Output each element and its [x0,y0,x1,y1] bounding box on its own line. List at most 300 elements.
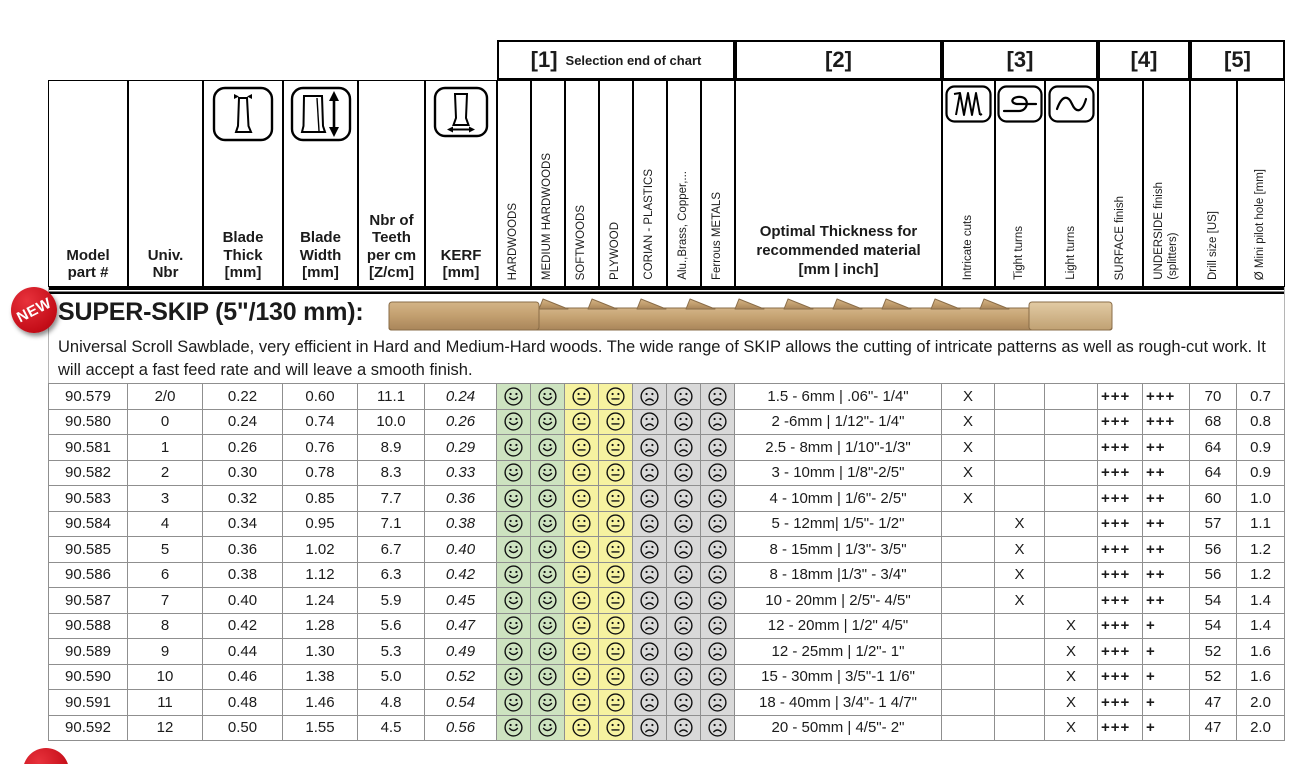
cell-rating-hardwoods [497,537,531,563]
cell-rating-softwoods [565,716,599,742]
cell-intricate-cuts: X [942,461,995,487]
cell-rating-alu-brass-copper [667,384,701,410]
cell-univ-nbr: 11 [128,690,203,716]
cell-underside-finish: ++ [1143,563,1190,589]
cell-underside-finish: + [1143,665,1190,691]
cell-rating-medium-hardwoods [531,690,565,716]
cell-rating-plywood [599,461,633,487]
cell-drill-size: 70 [1190,384,1237,410]
cell-teeth-per-cm: 4.8 [358,690,425,716]
cell-univ-nbr: 3 [128,486,203,512]
cell-rating-softwoods [565,639,599,665]
cell-teeth-per-cm: 7.1 [358,512,425,538]
col-header-tight-turns: Tight turns [995,80,1045,287]
happy-face-icon [503,386,524,407]
cell-drill-size: 54 [1190,614,1237,640]
cell-rating-softwoods [565,690,599,716]
sad-face-icon [639,411,660,432]
cell-tight-turns [995,435,1045,461]
happy-face-icon [537,590,558,611]
cell-rating-corian-plastics [633,563,667,589]
kerf-icon [433,86,489,143]
neutral-face-icon [605,564,626,585]
cell-rating-hardwoods [497,614,531,640]
cell-surface-finish: +++ [1098,384,1143,410]
blade-width-icon [290,86,352,147]
cell-intricate-cuts: X [942,486,995,512]
col-header-light-turns: Light turns [1045,80,1098,287]
new-badge [11,287,57,333]
happy-face-icon [503,513,524,534]
cell-blade-width: 1.12 [283,563,358,589]
cell-light-turns [1045,563,1098,589]
sad-face-icon [639,666,660,687]
cell-rating-hardwoods [497,690,531,716]
cell-rating-corian-plastics [633,588,667,614]
cell-univ-nbr: 0 [128,410,203,436]
sad-face-icon [639,437,660,458]
cell-blade-thick: 0.24 [203,410,283,436]
cell-mini-pilot-hole: 1.4 [1237,588,1285,614]
sad-face-icon [707,717,728,738]
new-badge-label: NEW [13,294,55,326]
neutral-face-icon [605,462,626,483]
cell-blade-thick: 0.32 [203,486,283,512]
cell-surface-finish: +++ [1098,563,1143,589]
cell-rating-ferrous-metals [701,639,735,665]
cell-rating-plywood [599,639,633,665]
cell-mini-pilot-hole: 1.4 [1237,614,1285,640]
table-row [48,690,1285,716]
cell-underside-finish: +++ [1143,384,1190,410]
cell-rating-alu-brass-copper [667,563,701,589]
cell-blade-width: 1.30 [283,639,358,665]
table-row [48,512,1285,538]
cell-surface-finish: +++ [1098,665,1143,691]
cell-blade-width: 0.60 [283,384,358,410]
table-row [48,639,1285,665]
cell-rating-medium-hardwoods [531,665,565,691]
happy-face-icon [537,411,558,432]
cell-rating-corian-plastics [633,665,667,691]
cell-optimal-thickness: 12 - 20mm | 1/2" 4/5" [735,614,942,640]
cell-teeth-per-cm: 8.9 [358,435,425,461]
cell-underside-finish: ++ [1143,435,1190,461]
cell-teeth-per-cm: 5.9 [358,588,425,614]
cell-rating-ferrous-metals [701,563,735,589]
neutral-face-icon [571,615,592,636]
cell-light-turns: X [1045,690,1098,716]
cell-teeth-per-cm: 7.7 [358,486,425,512]
happy-face-icon [503,539,524,560]
cell-blade-thick: 0.30 [203,461,283,487]
cell-tight-turns [995,461,1045,487]
sad-face-icon [673,615,694,636]
happy-face-icon [503,717,524,738]
cell-rating-hardwoods [497,716,531,742]
sad-face-icon [639,462,660,483]
cell-rating-corian-plastics [633,614,667,640]
neutral-face-icon [605,539,626,560]
cell-drill-size: 47 [1190,716,1237,742]
cell-model-part: 90.586 [48,563,128,589]
cell-rating-alu-brass-copper [667,588,701,614]
cell-drill-size: 56 [1190,563,1237,589]
cell-kerf: 0.24 [425,384,497,410]
cell-blade-width: 0.85 [283,486,358,512]
cell-blade-thick: 0.50 [203,716,283,742]
cell-blade-thick: 0.26 [203,435,283,461]
cell-underside-finish: + [1143,639,1190,665]
cell-light-turns [1045,537,1098,563]
cell-kerf: 0.33 [425,461,497,487]
table-row [48,461,1285,487]
sad-face-icon [639,513,660,534]
cell-rating-corian-plastics [633,512,667,538]
sad-face-icon [673,411,694,432]
cell-intricate-cuts: X [942,384,995,410]
cell-rating-ferrous-metals [701,614,735,640]
cell-rating-medium-hardwoods [531,614,565,640]
cell-drill-size: 64 [1190,435,1237,461]
intricate-cuts-icon [945,85,992,128]
col-header-mini-pilot-hole: Ø Mini pilot hole [mm] [1237,80,1285,287]
neutral-face-icon [571,411,592,432]
cell-underside-finish: ++ [1143,461,1190,487]
cell-model-part: 90.582 [48,461,128,487]
happy-face-icon [537,692,558,713]
cell-kerf: 0.47 [425,614,497,640]
cell-rating-plywood [599,588,633,614]
cell-rating-medium-hardwoods [531,435,565,461]
cell-rating-plywood [599,486,633,512]
table-row [48,665,1285,691]
neutral-face-icon [605,411,626,432]
cell-optimal-thickness: 12 - 25mm | 1/2"- 1" [735,639,942,665]
neutral-face-icon [571,590,592,611]
cell-rating-ferrous-metals [701,537,735,563]
cell-surface-finish: +++ [1098,410,1143,436]
cell-kerf: 0.54 [425,690,497,716]
cell-rating-hardwoods [497,410,531,436]
cell-drill-size: 57 [1190,512,1237,538]
cell-teeth-per-cm: 5.6 [358,614,425,640]
cell-univ-nbr: 8 [128,614,203,640]
cell-optimal-thickness: 4 - 10mm | 1/6"- 2/5" [735,486,942,512]
cell-kerf: 0.45 [425,588,497,614]
neutral-face-icon [571,462,592,483]
cell-rating-ferrous-metals [701,486,735,512]
happy-face-icon [537,717,558,738]
cell-rating-corian-plastics [633,690,667,716]
col-header-teeth-per-cm: Nbr of Teeth per cm [Z/cm] [358,80,425,287]
cell-underside-finish: ++ [1143,588,1190,614]
cell-kerf: 0.42 [425,563,497,589]
neutral-face-icon [605,666,626,687]
light-turns-icon [1048,85,1095,128]
cell-intricate-cuts [942,716,995,742]
cell-rating-softwoods [565,435,599,461]
col-header-plywood: PLYWOOD [599,80,633,287]
cell-rating-hardwoods [497,563,531,589]
neutral-face-icon [605,717,626,738]
neutral-face-icon [571,717,592,738]
cell-light-turns [1045,461,1098,487]
tight-turns-icon [997,85,1043,128]
cell-optimal-thickness: 10 - 20mm | 2/5"- 4/5" [735,588,942,614]
cell-rating-plywood [599,537,633,563]
cell-model-part: 90.589 [48,639,128,665]
cell-mini-pilot-hole: 0.9 [1237,461,1285,487]
cell-univ-nbr: 9 [128,639,203,665]
cell-surface-finish: +++ [1098,461,1143,487]
cell-tight-turns: X [995,537,1045,563]
cell-underside-finish: + [1143,690,1190,716]
cell-teeth-per-cm: 10.0 [358,410,425,436]
sad-face-icon [707,462,728,483]
cell-rating-medium-hardwoods [531,461,565,487]
cell-rating-plywood [599,512,633,538]
col-header-hardwoods: HARDWOODS [497,80,531,287]
cell-kerf: 0.36 [425,486,497,512]
col-header-blade-thick: Blade Thick [mm] [203,80,283,287]
group-1-selection [497,40,735,80]
col-header-alu-brass-copper: Alu.,Brass, Copper,... [667,80,701,287]
cell-rating-alu-brass-copper [667,410,701,436]
cell-rating-plywood [599,665,633,691]
cell-optimal-thickness: 20 - 50mm | 4/5"- 2" [735,716,942,742]
cell-model-part: 90.584 [48,512,128,538]
cell-mini-pilot-hole: 1.6 [1237,665,1285,691]
cell-blade-width: 0.74 [283,410,358,436]
cell-tight-turns [995,410,1045,436]
cell-blade-width: 1.28 [283,614,358,640]
cell-rating-medium-hardwoods [531,537,565,563]
col-header-model: Model part # [48,80,128,287]
happy-face-icon [537,462,558,483]
cell-rating-softwoods [565,410,599,436]
cell-univ-nbr: 5 [128,537,203,563]
cell-rating-alu-brass-copper [667,690,701,716]
sad-face-icon [707,641,728,662]
cell-kerf: 0.38 [425,512,497,538]
product-description: Universal Scroll Sawblade, very efficient in Hard and Medium-Hard woods. The wide range of SKIP allows the cutting of intricate patterns as well as rough-cut work. It will accept a fast feed rate and will leave a smooth finish. [58,338,1266,379]
cell-tight-turns [995,665,1045,691]
happy-face-icon [503,590,524,611]
cell-rating-alu-brass-copper [667,512,701,538]
happy-face-icon [537,488,558,509]
cell-blade-width: 1.24 [283,588,358,614]
cell-blade-width: 0.78 [283,461,358,487]
cell-rating-softwoods [565,512,599,538]
table-row [48,486,1285,512]
neutral-face-icon [605,488,626,509]
cell-rating-medium-hardwoods [531,486,565,512]
neutral-face-icon [571,437,592,458]
happy-face-icon [503,666,524,687]
neutral-face-icon [571,564,592,585]
happy-face-icon [503,488,524,509]
cell-tight-turns [995,384,1045,410]
neutral-face-icon [571,386,592,407]
cell-rating-softwoods [565,588,599,614]
cell-tight-turns [995,690,1045,716]
cell-rating-ferrous-metals [701,690,735,716]
sad-face-icon [639,539,660,560]
sad-face-icon [707,539,728,560]
col-header-surface-finish: SURFACE finish [1098,80,1143,287]
cell-model-part: 90.588 [48,614,128,640]
cell-rating-alu-brass-copper [667,435,701,461]
group-3 [942,40,1098,80]
cell-model-part: 90.579 [48,384,128,410]
happy-face-icon [537,437,558,458]
cell-rating-ferrous-metals [701,435,735,461]
sad-face-icon [707,564,728,585]
cell-underside-finish: +++ [1143,410,1190,436]
cell-rating-softwoods [565,614,599,640]
cell-rating-ferrous-metals [701,384,735,410]
cell-tight-turns [995,716,1045,742]
cell-underside-finish: ++ [1143,512,1190,538]
cell-optimal-thickness: 18 - 40mm | 3/4"- 1 4/7" [735,690,942,716]
group-3-number: [3] [1006,47,1034,72]
cell-blade-thick: 0.38 [203,563,283,589]
col-header-blade-width: Blade Width [mm] [283,80,358,287]
cell-blade-thick: 0.44 [203,639,283,665]
cell-rating-alu-brass-copper [667,461,701,487]
cell-rating-corian-plastics [633,716,667,742]
cell-teeth-per-cm: 5.3 [358,639,425,665]
happy-face-icon [503,564,524,585]
cell-model-part: 90.592 [48,716,128,742]
group-2-number: [2] [825,47,852,72]
cell-rating-alu-brass-copper [667,537,701,563]
cell-kerf: 0.52 [425,665,497,691]
cell-rating-hardwoods [497,384,531,410]
cell-univ-nbr: 12 [128,716,203,742]
cell-optimal-thickness: 2.5 - 8mm | 1/10"-1/3" [735,435,942,461]
sad-face-icon [673,564,694,585]
cell-rating-corian-plastics [633,537,667,563]
cell-surface-finish: +++ [1098,639,1143,665]
sad-face-icon [673,462,694,483]
sad-face-icon [639,488,660,509]
cell-surface-finish: +++ [1098,716,1143,742]
cell-drill-size: 64 [1190,461,1237,487]
cell-rating-ferrous-metals [701,665,735,691]
cell-mini-pilot-hole: 1.6 [1237,639,1285,665]
cell-rating-medium-hardwoods [531,639,565,665]
cell-rating-ferrous-metals [701,410,735,436]
neutral-face-icon [571,513,592,534]
sad-face-icon [639,564,660,585]
sad-face-icon [707,488,728,509]
group-4 [1098,40,1190,80]
sad-face-icon [639,641,660,662]
cell-mini-pilot-hole: 1.2 [1237,537,1285,563]
neutral-face-icon [605,641,626,662]
cell-light-turns [1045,435,1098,461]
cell-rating-alu-brass-copper [667,486,701,512]
cell-rating-ferrous-metals [701,588,735,614]
cell-rating-hardwoods [497,486,531,512]
cell-rating-medium-hardwoods [531,563,565,589]
table-row [48,410,1285,436]
cell-surface-finish: +++ [1098,537,1143,563]
neutral-face-icon [605,386,626,407]
cell-optimal-thickness: 8 - 15mm | 1/3"- 3/5" [735,537,942,563]
cell-univ-nbr: 10 [128,665,203,691]
cell-blade-thick: 0.36 [203,537,283,563]
neutral-face-icon [571,641,592,662]
cell-intricate-cuts: X [942,410,995,436]
cell-intricate-cuts [942,537,995,563]
col-header-corian-plastics: CORIAN - PLASTICS [633,80,667,287]
neutral-face-icon [571,539,592,560]
cell-teeth-per-cm: 11.1 [358,384,425,410]
cell-light-turns [1045,588,1098,614]
cell-rating-hardwoods [497,512,531,538]
cell-blade-width: 0.95 [283,512,358,538]
cell-blade-thick: 0.48 [203,690,283,716]
blade-thickness-icon [212,86,274,147]
cell-teeth-per-cm: 6.3 [358,563,425,589]
table-row [48,384,1285,410]
cell-teeth-per-cm: 4.5 [358,716,425,742]
cell-rating-corian-plastics [633,461,667,487]
cell-rating-medium-hardwoods [531,410,565,436]
cell-blade-width: 1.55 [283,716,358,742]
sad-face-icon [639,590,660,611]
cell-kerf: 0.56 [425,716,497,742]
cell-model-part: 90.583 [48,486,128,512]
cell-rating-medium-hardwoods [531,512,565,538]
cell-mini-pilot-hole: 0.7 [1237,384,1285,410]
cell-optimal-thickness: 1.5 - 6mm | .06"- 1/4" [735,384,942,410]
cell-univ-nbr: 2/0 [128,384,203,410]
happy-face-icon [537,539,558,560]
cell-rating-plywood [599,410,633,436]
cell-underside-finish: ++ [1143,486,1190,512]
happy-face-icon [537,641,558,662]
cell-surface-finish: +++ [1098,512,1143,538]
cell-intricate-cuts [942,588,995,614]
cell-mini-pilot-hole: 0.9 [1237,435,1285,461]
happy-face-icon [503,437,524,458]
cell-univ-nbr: 2 [128,461,203,487]
cell-light-turns [1045,410,1098,436]
cell-rating-softwoods [565,486,599,512]
cell-tight-turns [995,486,1045,512]
col-header-underside-finish: UNDERSIDE finish (splitters) [1143,80,1190,287]
happy-face-icon [503,692,524,713]
cell-drill-size: 56 [1190,537,1237,563]
sad-face-icon [673,488,694,509]
happy-face-icon [503,641,524,662]
cell-rating-corian-plastics [633,384,667,410]
cell-rating-hardwoods [497,461,531,487]
cell-blade-width: 0.76 [283,435,358,461]
cell-kerf: 0.26 [425,410,497,436]
cell-drill-size: 52 [1190,639,1237,665]
cell-blade-thick: 0.34 [203,512,283,538]
happy-face-icon [537,564,558,585]
cell-optimal-thickness: 15 - 30mm | 3/5"-1 1/6" [735,665,942,691]
table-row [48,537,1285,563]
cell-rating-plywood [599,563,633,589]
cell-light-turns [1045,486,1098,512]
